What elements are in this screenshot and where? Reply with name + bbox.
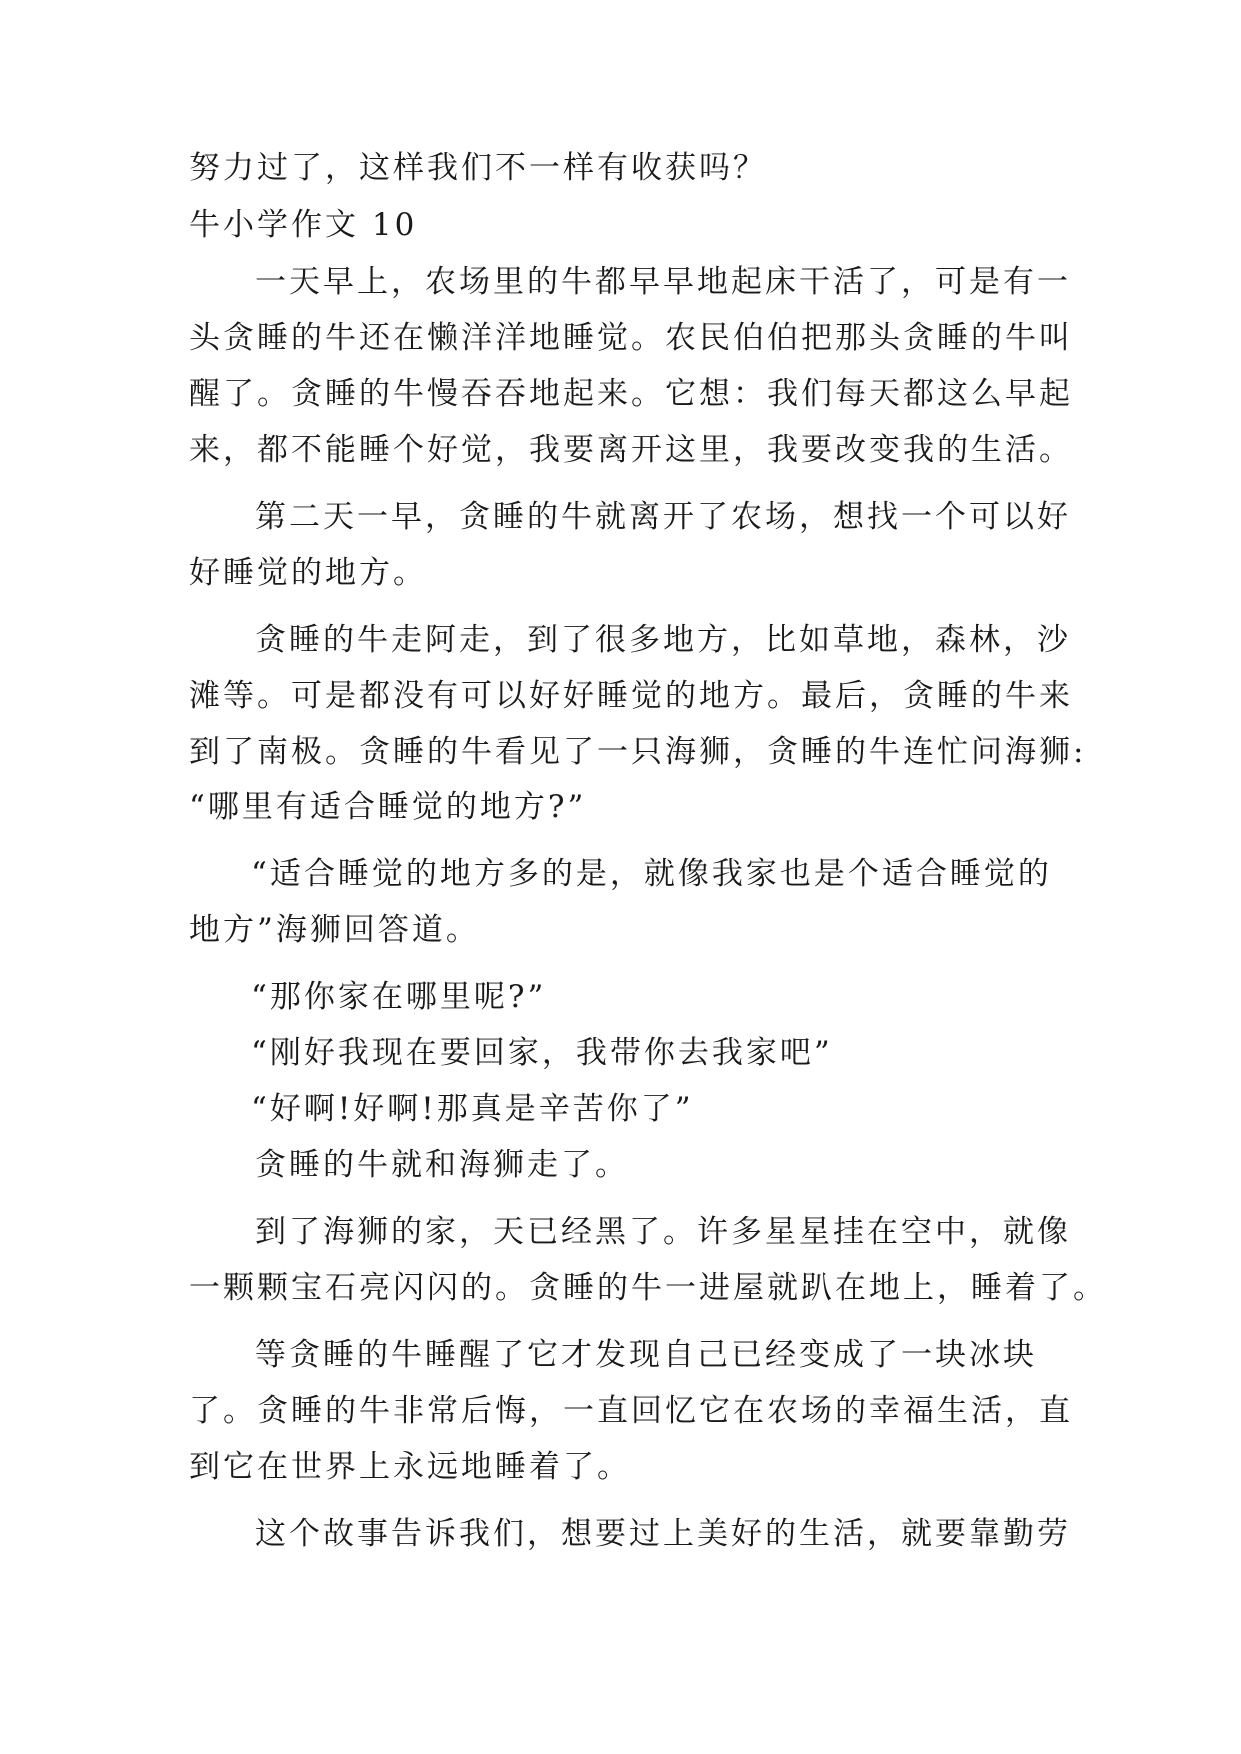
text-line: “那你家在哪里呢?” (251, 979, 547, 1015)
text-line: 滩等。可是都没有可以好好睡觉的地方。最后，贪睡的牛来 (189, 678, 1073, 714)
text-line: “适合睡觉的地方多的是，就像我家也是个适合睡觉的 (251, 856, 1052, 892)
section-heading: 牛小学作文 10 (189, 207, 418, 243)
text-line: 第二天一早，贪睡的牛就离开了农场，想找一个可以好 (255, 499, 1071, 535)
text-line: 了。贪睡的牛非常后悔，一直回忆它在农场的幸福生活，直 (189, 1393, 1073, 1429)
text-line: 一颗颗宝石亮闪闪的。贪睡的牛一进屋就趴在地上，睡着了。 (189, 1270, 1107, 1306)
text-line: 来，都不能睡个好觉，我要离开这里，我要改变我的生活。 (189, 432, 1073, 468)
text-line: “好啊!好啊!那真是辛苦你了” (251, 1091, 694, 1127)
text-line: 到了海狮的家，天已经黑了。许多星星挂在空中，就像 (255, 1214, 1071, 1250)
text-line: 到它在世界上永远地睡着了。 (189, 1449, 631, 1485)
text-line: 贪睡的牛走阿走，到了很多地方，比如草地，森林，沙 (255, 622, 1071, 658)
text-line: 醒了。贪睡的牛慢吞吞地起来。它想：我们每天都这么早起 (189, 376, 1073, 412)
text-line: 这个故事告诉我们，想要过上美好的生活，就要靠勤劳 (255, 1516, 1071, 1552)
text-line: 好睡觉的地方。 (189, 555, 427, 591)
text-line: 地方”海狮回答道。 (189, 912, 480, 948)
text-line: 努力过了，这样我们不一样有收获吗？ (189, 150, 767, 186)
text-line: 等贪睡的牛睡醒了它才发现自己已经变成了一块冰块 (255, 1337, 1037, 1373)
text-line: 贪睡的牛就和海狮走了。 (255, 1147, 629, 1183)
text-line: 头贪睡的牛还在懒洋洋地睡觉。农民伯伯把那头贪睡的牛叫 (189, 320, 1073, 356)
text-line: “哪里有适合睡觉的地方?” (189, 789, 587, 825)
text-line: “刚好我现在要回家，我带你去我家吧” (251, 1035, 833, 1071)
text-line: 一天早上，农场里的牛都早早地起床干活了，可是有一 (255, 264, 1071, 300)
text-line: 到了南极。贪睡的牛看见了一只海狮，贪睡的牛连忙问海狮: (189, 734, 1087, 770)
